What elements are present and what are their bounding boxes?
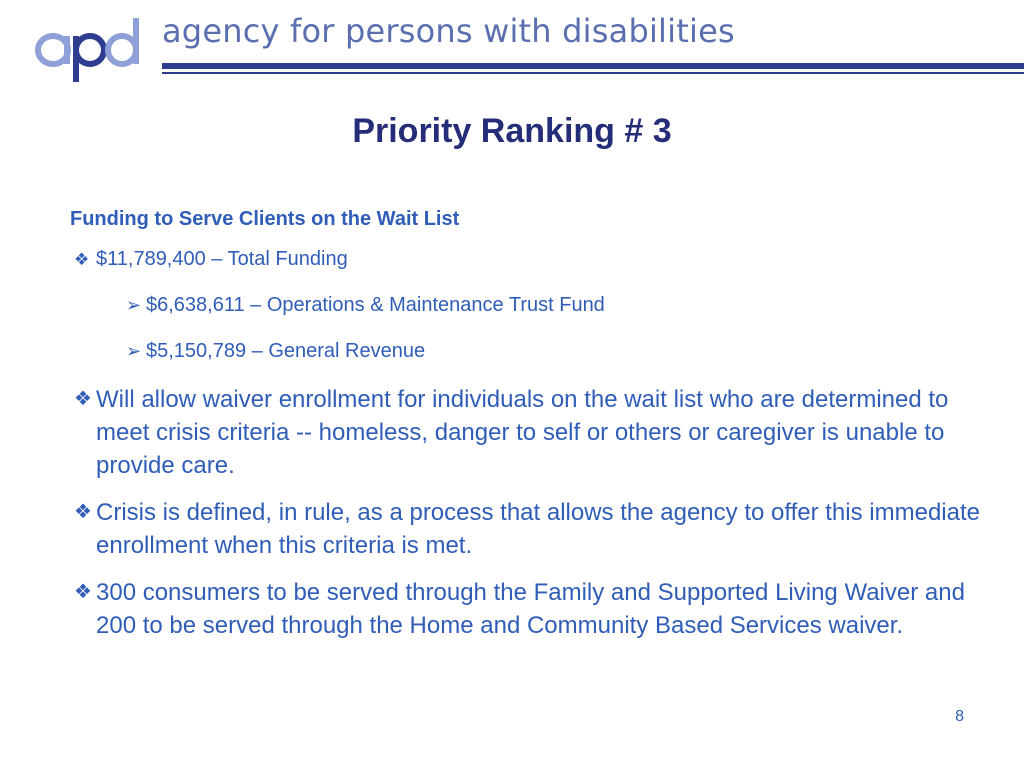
arrow-bullet-icon: ➢: [126, 295, 142, 315]
bullet-crisis-definition: [70, 496, 990, 562]
sub-bullet-general-revenue: [70, 337, 990, 365]
bullet-total-funding: [70, 245, 990, 273]
sub-bullet-text: $6,638,611 – Operations & Maintenance Trust Fund: [146, 294, 605, 316]
bullet-waiver-enrollment: [70, 383, 990, 482]
slide-header: [0, 0, 1024, 88]
sub-bullet-trust-fund: [70, 291, 990, 319]
page-number: 8: [955, 708, 964, 725]
diamond-bullet-icon: ❖: [74, 581, 92, 603]
agency-name: agency for persons with disabilities: [162, 12, 735, 50]
bullet-consumers-served: [70, 576, 990, 642]
bullet-text: $11,789,400 – Total Funding: [96, 248, 348, 270]
bullet-text: Crisis is defined, in rule, as a process that allows the agency to offer this immediate enrollment when this criteria is met.: [96, 499, 980, 559]
apd-logo: [34, 16, 144, 82]
bullet-text: 300 consumers to be served through the Family and Supported Living Waiver and 200 to be served through the Home and Community Based Services waiver.: [96, 579, 965, 639]
diamond-bullet-icon: ❖: [74, 501, 92, 523]
header-rule-thin: [162, 72, 1024, 74]
subheading: Funding to Serve Clients on the Wait List: [70, 208, 460, 230]
arrow-bullet-icon: ➢: [126, 341, 142, 361]
header-rule-thick: [162, 63, 1024, 69]
diamond-bullet-icon: ❖: [74, 388, 92, 410]
diamond-bullet-icon: ❖: [74, 250, 90, 269]
slide-title: Priority Ranking # 3: [352, 112, 672, 150]
slide-content: [70, 208, 990, 656]
bullet-text: Will allow waiver enrollment for individuals on the wait list who are determined to meet crisis criteria -- homeless, danger to self or others or caregiver is unable to provide care.: [96, 386, 949, 479]
sub-bullet-text: $5,150,789 – General Revenue: [146, 340, 426, 362]
